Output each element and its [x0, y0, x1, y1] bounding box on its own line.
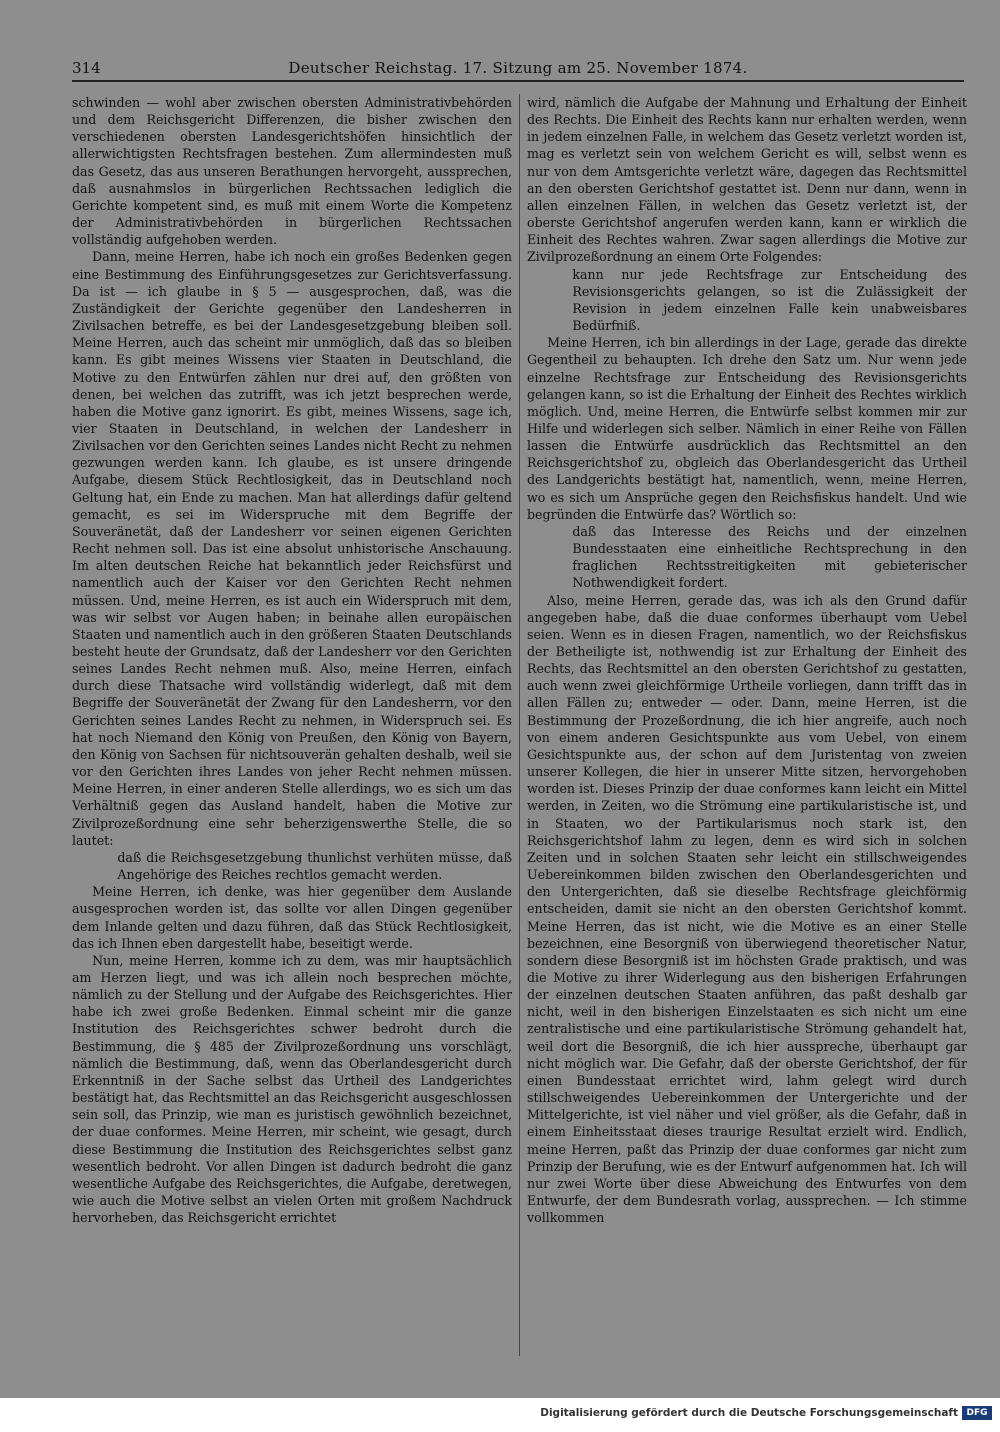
column-divider	[519, 94, 520, 1356]
header-rule	[72, 80, 964, 82]
page-number: 314	[72, 59, 101, 77]
footer-bar	[0, 1398, 1000, 1432]
paragraph: Meine Herren, ich denke, was hier gegenüber dem Auslande ausgesprochen worden ist, das sollte vor allen Dingen gegenüber dem Inlande gelten und dazu führen, daß das Stück Rechtlosigkeit, das ich Ihnen eben dargestellt habe, beseitigt werde.	[72, 884, 512, 951]
page-title: Deutscher Reichstag. 17. Sitzung am 25. November 1874.	[288, 59, 748, 77]
dfg-logo: DFG	[962, 1406, 992, 1420]
block-quote: kann nur jede Rechtsfrage zur Entscheidung des Revisionsgerichts gelangen, so ist die Zulässigkeit der Revision in jedem einzelnen Falle kein unabweisbares Bedürfniß.	[572, 266, 967, 334]
left-column	[72, 94, 512, 1356]
footer-credit: Digitalisierung gefördert durch die Deutsche Forschungsgemeinschaft	[540, 1407, 958, 1419]
paragraph: Also, meine Herren, gerade das, was ich als den Grund dafür angegeben habe, daß die duae conformes überhaupt vom Uebel seien. Wenn es in diesen Fragen, namentlich, wo der Reichsfiskus der Betheiligte ist, nothwendig ist zur Erhaltung der Einheit des Rechts, das Rechtsmittel an den obersten Gerichtshof zu gestatten, auch wenn zwei gleichförmige Urtheile vorliegen, dann trifft das in allen Fällen zu; entweder — oder. Dann, meine Herren, ist die Bestimmung der Prozeßordnung, die ich hier angreife, auch noch von einem anderen Gesichtspunkte aus vom Uebel, von einem Gesichtspunkte aus, der schon auf dem Juristentag von zweien unserer Kollegen, die hier in unserer Mitte sitzen, hervorgehoben worden ist. Dieses Prinzip der duae conformes kann leicht ein Mittel werden, in Zeiten, wo die Strömung eine partikularistische ist, und in Staaten, wo der Partikularismus noch stark ist, den Reichsgerichtshof lahm zu legen, denn es wird sich in solchen Zeiten und in solchen Staaten sehr leicht ein stillschweigendes Uebereinkommen bilden zwischen den Oberlandesgerichten und den Untergerichten, daß sie dieselbe Rechtsfrage gleichförmig entscheiden, damit sie nicht an den obersten Gerichtshof kommt. Meine Herren, das ist nicht, wie die Motive es an einer Stelle bezeichnen, eine Besorgniß von überwiegend theoretischer Natur, sondern diese Besorgniß ist im höchsten Grade praktisch, und was die Motive zu ihrer Widerlegung aus den bisherigen Erfahrungen der einzelnen deutschen Staaten anführen, das paßt deshalb gar nicht, weil in den bisherigen Einzelstaaten es sich nicht um eine zentralistische und eine partikularistische Strömung gehandelt hat, weil dort die Besorgniß, die ich hier ausspreche, überhaupt gar nicht möglich war. Die Gefahr, daß der oberste Gerichtshof, der für einen Bundesstaat errichtet wird, lahm gelegt wird durch stillschweigendes Uebereinkommen der Untergerichte und der Mittelgerichte, ist viel näher und viel größer, als die Gefahr, daß in einem Einheitsstaat dieses traurige Resultat erzielt wird. Endlich, meine Herren, paßt das Prinzip der duae conformes gar nicht zum Prinzip der Berufung, wie es der Entwurf aufgenommen hat. Ich will nur zwei Worte über diese Abweichung des Entwurfes von dem Entwurfe, der dem Bundesrath vorlag, aussprechen. — Ich stimme vollkommen	[527, 592, 967, 1226]
block-quote: daß die Reichsgesetzgebung thunlichst verhüten müsse, daß Angehörige des Reiches rechtlos gemacht werden.	[117, 849, 512, 883]
paragraph: Meine Herren, ich bin allerdings in der Lage, gerade das direkte Gegentheil zu behaupten. Ich drehe den Satz um. Nur wenn jede einzelne Rechtsfrage zur Entscheidung des Revisionsgerichts gelangen kann, so ist die Erhaltung der Einheit des Rechtes wirklich möglich. Und, meine Herren, die Entwürfe selbst kommen mir zur Hilfe und widerlegen sich selber. Nämlich in einer Reihe von Fällen lassen die Entwürfe ausdrücklich das Rechtsmittel an den Reichsgerichtshof zu, obgleich das Oberlandesgericht das Urtheil des Landgerichts bestätigt hat, namentlich, wenn, meine Herren, wo es sich um Ansprüche gegen den Reichsfiskus handelt. Und wie begründen die Entwürfe das? Wörtlich so:	[527, 335, 967, 522]
paragraph: wird, nämlich die Aufgabe der Mahnung und Erhaltung der Einheit des Rechts. Die Einheit des Rechts kann nur erhalten werden, wenn in jedem einzelnen Falle, in welchem das Gesetz verletzt worden ist, mag es verletzt sein von welchem Gericht es will, selbst wenn es nur von dem Amtsgerichte verletzt wäre, dagegen das Rechtsmittel an den obersten Gerichtshof gestattet ist. Denn nur dann, wenn in allen einzelnen Fällen, in welchen das Gesetz verletzt ist, der oberste Gerichtshof angerufen werden kann, kann er wirklich die Einheit des Rechtes wahren. Zwar sagen allerdings die Motive zur Zivilprozeßordnung an einem Orte Folgendes:	[527, 95, 967, 265]
right-column	[527, 94, 967, 1356]
paragraph: schwinden — wohl aber zwischen obersten Administrativbehörden und dem Reichsgericht Differenzen, die bisher zwischen den verschiedenen obersten Landesgerichtshöfen hinsichtlich der allerwichtigsten Rechtsfragen bestehen. Zum allermindesten muß das Gesetz, das aus unseren Berathungen hervorgeht, aussprechen, daß ausnahmslos in bürgerlichen Rechtssachen lediglich die Gerichte kompetent sind, es muß mit einem Worte die Kompetenz der Administrativbehörden in bürgerlichen Rechtssachen vollständig aufgehoben werden.	[72, 95, 512, 248]
page-header	[72, 56, 964, 80]
paragraph: Dann, meine Herren, habe ich noch ein großes Bedenken gegen eine Bestimmung des Einführungsgesetzes zur Gerichtsverfassung. Da ist — ich glaube in § 5 — ausgesprochen, daß, was die Zuständigkeit der Gerichte gegenüber den Landesherren in Zivilsachen betreffe, es bei der Landesgesetzgebung bleiben soll. Meine Herren, auch das scheint mir unmöglich, daß das so bleiben kann. Es gibt meines Wissens vier Staaten in Deutschland, die Motive zu den Entwürfen zählen nur drei auf, den größten von denen, bei welchen das zutrifft, was ich jetzt besprechen werde, haben die Motive ganz ignorirt. Es gibt, meines Wissens, sage ich, vier Staaten in Deutschland, in welchen der Landesherr in Zivilsachen vor den Gerichten seines Landes nicht Recht zu nehmen gezwungen werden kann. Ich glaube, es ist unsere dringende Aufgabe, diesem Stück Rechtlosigkeit, das in Deutschland noch Geltung hat, ein Ende zu machen. Man hat allerdings dafür geltend gemacht, es sei im Widerspruche mit dem Begriffe der Souveränetät, daß der Landesherr vor seinen eigenen Gerichten Recht nehmen soll. Das ist eine absolut unhistorische Anschauung. Im alten deutschen Reiche hat bekanntlich jeder Reichsfürst und namentlich auch der Kaiser vor den Gerichten Recht nehmen müssen. Und, meine Herren, es ist auch ein Widerspruch mit dem, was wir selbst vor Augen haben; in beinahe allen europäischen Staaten und namentlich auch in den größeren Staaten Deutschlands besteht heute der Grundsatz, daß der Landesherr vor den Gerichten seines Landes Recht nehmen muß. Also, meine Herren, einfach durch diese Thatsache wird vollständig widerlegt, daß mit dem Begriffe der Souveränetät der Zwang für den Landesherrn, vor den Gerichten seines Landes Recht zu nehmen, in Widerspruch sei. Es hat noch Niemand den König von Preußen, den König von Bayern, den König von Sachsen für nichtsouverän gehalten deshalb, weil sie vor den Gerichten ihres Landes von jeher Recht nehmen müssen. Meine Herren, in einer anderen Stelle allerdings, wo es sich um das Verhältniß gegen das Ausland handelt, haben die Motive zur Zivilprozeßordnung eine sehr beherzigenswerthe Stelle, die so lautet:	[72, 249, 512, 848]
paragraph: Nun, meine Herren, komme ich zu dem, was mir hauptsächlich am Herzen liegt, und was ich allein noch besprechen möchte, nämlich zu der Stellung und der Aufgabe des Reichsgerichtes. Hier habe ich zwei große Bedenken. Einmal scheint mir die ganze Institution des Reichsgerichtes schwer bedroht durch die Bestimmung, die § 485 der Zivilprozeßordnung uns vorschlägt, nämlich die Bestimmung, daß, wenn das Oberlandesgericht durch Erkenntniß in der Sache selbst das Urtheil des Landgerichtes bestätigt hat, das Rechtsmittel an das Reichsgericht ausgeschlossen sein soll, das Prinzip, wie man es juristisch gewöhnlich bezeichnet, der duae conformes. Meine Herren, mir scheint, wie gesagt, durch diese Bestimmung die Institution des Reichsgerichtes selbst ganz wesentlich bedroht. Vor allen Dingen ist dadurch bedroht die ganz wesentliche Aufgabe des Reichsgerichtes, die Aufgabe, deretwegen, wie auch die Motive selbst an vielen Orten mit großem Nachdruck hervorheben, das Reichsgericht errichtet	[72, 952, 512, 1226]
block-quote: daß das Interesse des Reichs und der einzelnen Bundesstaaten eine einheitliche Rechtsprechung in den fraglichen Rechtsstreitigkeiten mit gebieterischer Nothwendigkeit fordert.	[572, 523, 967, 591]
